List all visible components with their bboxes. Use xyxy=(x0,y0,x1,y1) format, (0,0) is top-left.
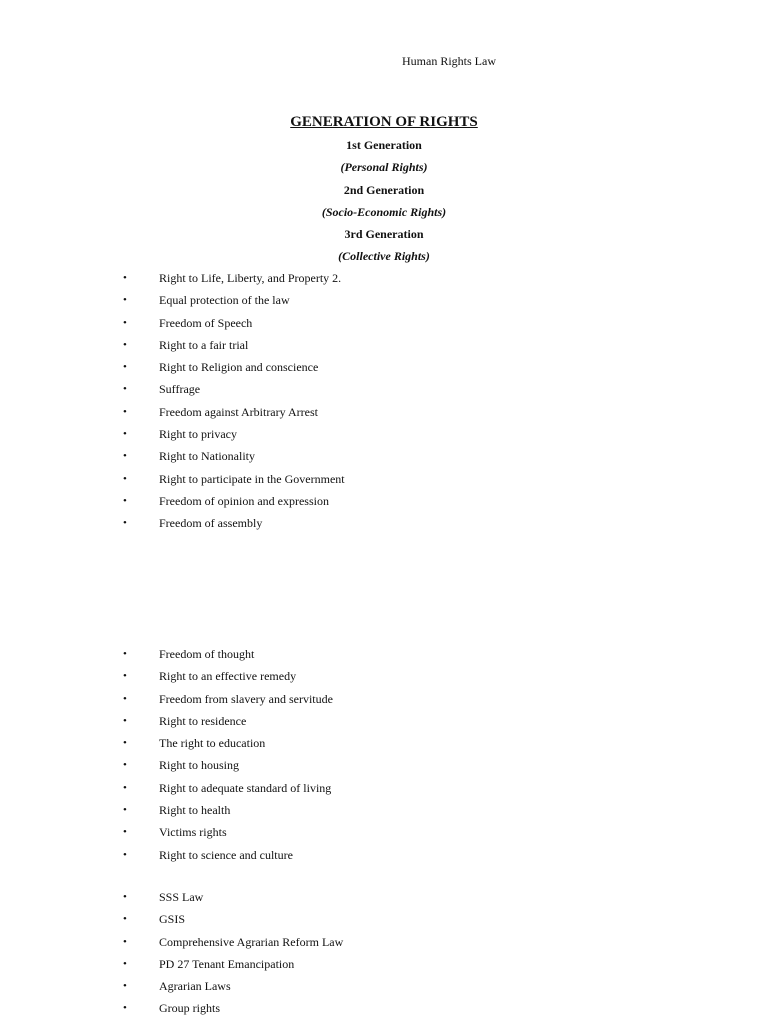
generation-list xyxy=(0,137,768,271)
list-item xyxy=(0,780,768,802)
list-item xyxy=(0,404,768,426)
list-item xyxy=(0,668,768,690)
bullet-icon: • xyxy=(123,272,127,284)
list-item-text: Victims rights xyxy=(159,825,227,840)
list-item-text: Right to Religion and conscience xyxy=(159,360,319,375)
generation-subtitle: (Personal Rights) xyxy=(340,160,428,175)
list-item-text: Freedom of opinion and expression xyxy=(159,493,329,508)
bullet-icon: • xyxy=(123,759,127,772)
list-item-text: Right to housing xyxy=(159,758,240,773)
list-item-text: Suffrage xyxy=(159,382,201,397)
list-item-text: Right to science and culture xyxy=(159,847,293,862)
list-item-text: Right to Nationality xyxy=(159,449,255,464)
rights-list-first xyxy=(0,270,768,538)
list-item xyxy=(0,292,768,314)
list-item-text: Freedom against Arbitrary Arrest xyxy=(159,404,318,419)
list-item-text: Right to participate in the Government xyxy=(159,471,345,486)
list-item xyxy=(0,735,768,757)
list-item-text: Equal protection of the law xyxy=(159,293,290,308)
generation-subtitle: (Socio-Economic Rights) xyxy=(321,204,447,219)
generation-name: 1st Generation xyxy=(346,138,422,152)
list-item-text: Freedom from slavery and servitude xyxy=(159,691,333,706)
bullet-icon: • xyxy=(123,957,127,970)
bullet-icon: • xyxy=(123,361,127,374)
list-item xyxy=(0,934,768,956)
bullet-icon: • xyxy=(123,405,127,418)
document-header: Human Rights Law xyxy=(402,54,496,68)
bullet-icon: • xyxy=(123,913,127,926)
list-item xyxy=(0,956,768,978)
list-item xyxy=(0,337,768,359)
list-item-text: GSIS xyxy=(159,912,186,927)
bullet-icon: • xyxy=(123,383,127,396)
list-item-text: Right to a fair trial xyxy=(159,337,249,352)
bullet-icon: • xyxy=(123,980,127,993)
list-item-text: Right to an effective remedy xyxy=(159,669,297,684)
generation-name: 2nd Generation xyxy=(343,182,425,197)
bullet-icon: • xyxy=(123,316,127,329)
rights-list-second xyxy=(0,646,768,869)
list-item-text: The right to education xyxy=(159,736,266,751)
bullet-icon: • xyxy=(123,804,127,817)
list-item xyxy=(0,911,768,933)
list-item xyxy=(0,426,768,448)
rights-list-third xyxy=(0,889,768,1023)
bullet-icon: • xyxy=(123,781,127,794)
list-item-text: PD 27 Tenant Emancipation xyxy=(159,956,295,971)
bullet-icon: • xyxy=(123,517,127,530)
list-item-text: Right to health xyxy=(159,803,231,818)
bullet-icon: • xyxy=(123,294,127,307)
list-item-text: Right to privacy xyxy=(159,427,237,442)
list-item xyxy=(0,471,768,493)
list-item xyxy=(0,713,768,735)
page-title: GENERATION OF RIGHTS xyxy=(290,114,478,130)
bullet-icon: • xyxy=(123,472,127,485)
generation-name: 3rd Generation xyxy=(344,227,424,242)
list-item xyxy=(0,978,768,1000)
list-item xyxy=(0,847,768,869)
bullet-icon: • xyxy=(123,848,127,861)
bullet-icon: • xyxy=(123,494,127,507)
list-item xyxy=(0,691,768,713)
list-item xyxy=(0,448,768,470)
list-item-text: Right to Life, Liberty, and Property 2. xyxy=(159,271,342,285)
bullet-icon: • xyxy=(123,935,127,948)
generation-subtitle: (Collective Rights) xyxy=(338,249,430,264)
bullet-icon: • xyxy=(123,338,127,351)
bullet-icon: • xyxy=(123,714,127,727)
list-item xyxy=(0,493,768,515)
list-item-text: Right to adequate standard of living xyxy=(159,780,332,795)
list-item xyxy=(0,646,768,668)
bullet-icon: • xyxy=(123,1002,127,1015)
list-item-text: Group rights xyxy=(159,1001,220,1016)
list-item xyxy=(0,315,768,337)
bullet-icon: • xyxy=(123,826,127,839)
list-item xyxy=(0,270,768,292)
list-item xyxy=(0,381,768,403)
bullet-icon: • xyxy=(123,428,127,441)
list-item xyxy=(0,889,768,911)
bullet-icon: • xyxy=(123,692,127,705)
list-item-text: Agrarian Laws xyxy=(159,979,231,994)
list-item xyxy=(0,757,768,779)
list-item xyxy=(0,359,768,381)
list-item-text: Comprehensive Agrarian Reform Law xyxy=(159,934,344,949)
bullet-icon: • xyxy=(123,648,127,660)
list-item-text: SSS Law xyxy=(159,890,204,904)
bullet-icon: • xyxy=(123,737,127,750)
list-item xyxy=(0,1000,768,1022)
list-item-text: Freedom of thought xyxy=(159,647,255,661)
list-item xyxy=(0,802,768,824)
list-item xyxy=(0,824,768,846)
bullet-icon: • xyxy=(123,891,127,903)
list-item xyxy=(0,515,768,537)
list-item-text: Freedom of Speech xyxy=(159,315,253,330)
list-item-text: Freedom of assembly xyxy=(159,516,263,531)
list-item-text: Right to residence xyxy=(159,713,247,728)
bullet-icon: • xyxy=(123,450,127,463)
bullet-icon: • xyxy=(123,670,127,683)
